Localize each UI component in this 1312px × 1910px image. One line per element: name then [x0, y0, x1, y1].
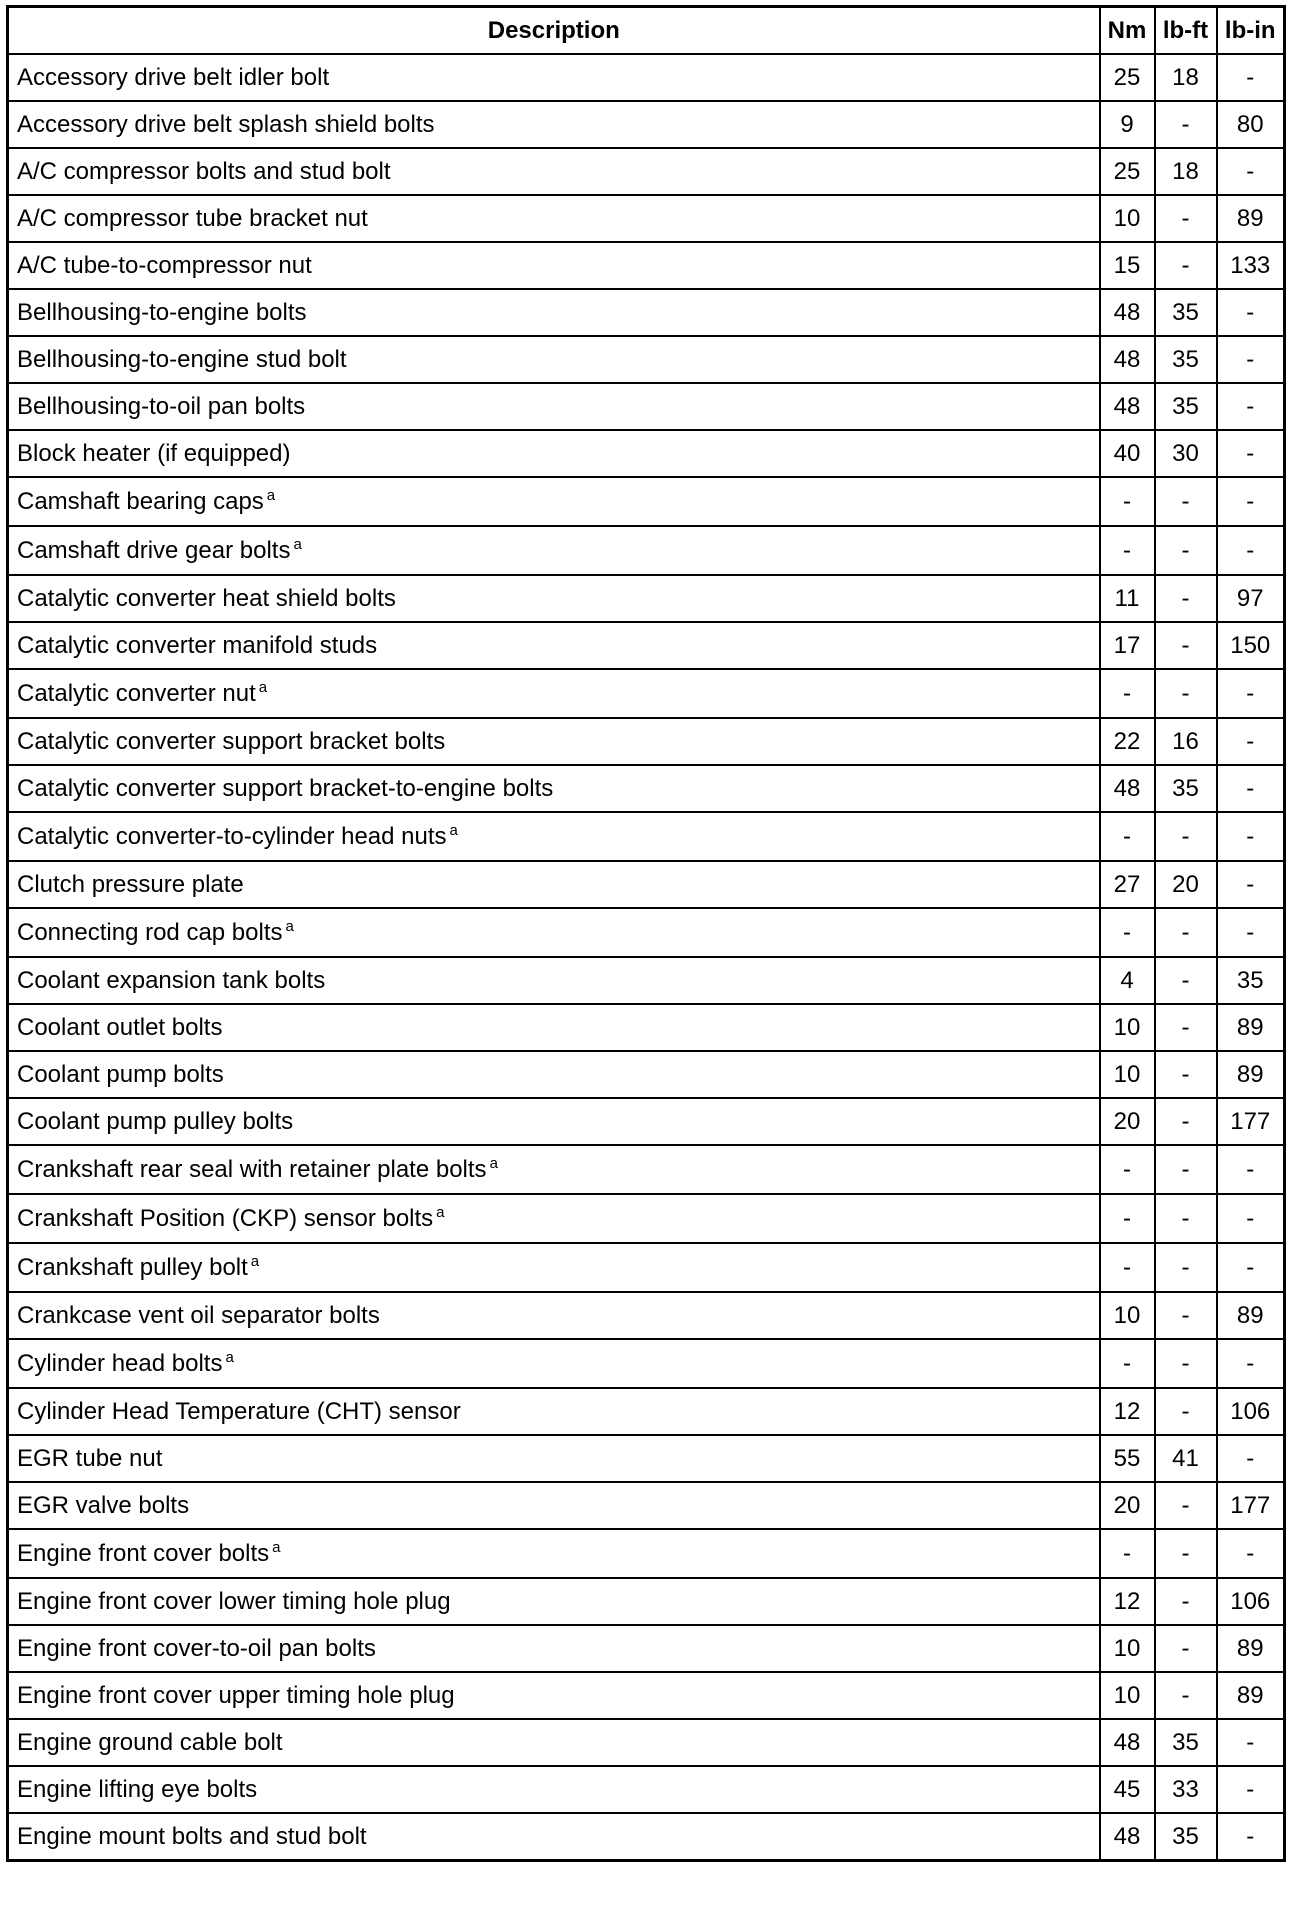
description-text: Bellhousing-to-oil pan bolts: [17, 392, 306, 420]
cell-lbin: 133: [1217, 242, 1285, 289]
table-row: [8, 1145, 1285, 1194]
table-row: [8, 861, 1285, 908]
cell-description: [8, 575, 1100, 622]
footnote-marker: a: [250, 1253, 260, 1270]
cell-lbin: -: [1217, 526, 1285, 575]
cell-nm: 9: [1100, 101, 1155, 148]
cell-nm: -: [1100, 812, 1155, 861]
table-row: [8, 430, 1285, 477]
cell-description: [8, 289, 1100, 336]
cell-lbin: 177: [1217, 1098, 1285, 1145]
cell-description: [8, 1672, 1100, 1719]
description-text: Camshaft drive gear bolts: [17, 537, 291, 564]
footnote-marker: a: [449, 822, 458, 839]
description-text: Engine mount bolts and stud bolt: [17, 1822, 367, 1850]
description-text: A/C compressor tube bracket nut: [17, 204, 368, 232]
cell-nm: 27: [1100, 861, 1155, 908]
description-text: Engine front cover bolts: [17, 1540, 270, 1567]
table-row: [8, 718, 1285, 765]
cell-description: [8, 1529, 1100, 1578]
table-row: [8, 101, 1285, 148]
description-text: Clutch pressure plate: [17, 870, 244, 898]
cell-nm: 10: [1100, 1625, 1155, 1672]
description-text: A/C tube-to-compressor nut: [17, 251, 312, 279]
footnote-marker: a: [293, 536, 302, 553]
cell-lbin: -: [1217, 1243, 1285, 1292]
cell-description: [8, 861, 1100, 908]
table-row: [8, 1339, 1285, 1388]
cell-description: [8, 430, 1100, 477]
cell-lbft: 16: [1155, 718, 1217, 765]
cell-description: [8, 54, 1100, 101]
cell-lbft: -: [1155, 1004, 1217, 1051]
cell-description: [8, 336, 1100, 383]
description-text: Crankshaft pulley bolt: [17, 1254, 248, 1281]
table-row: [8, 1625, 1285, 1672]
cell-nm: 48: [1100, 1813, 1155, 1861]
cell-description: [8, 669, 1100, 718]
cell-description: [8, 1482, 1100, 1529]
cell-nm: -: [1100, 477, 1155, 526]
cell-lbft: 35: [1155, 1813, 1217, 1861]
table-row: [8, 812, 1285, 861]
cell-lbin: 89: [1217, 1672, 1285, 1719]
cell-nm: 10: [1100, 1672, 1155, 1719]
table-row: [8, 1482, 1285, 1529]
table-row: [8, 1243, 1285, 1292]
cell-nm: 12: [1100, 1388, 1155, 1435]
table-header: [8, 7, 1285, 55]
description-text: Camshaft bearing caps: [17, 488, 264, 515]
cell-nm: -: [1100, 669, 1155, 718]
cell-lbin: -: [1217, 54, 1285, 101]
cell-lbin: -: [1217, 765, 1285, 812]
header-row: [8, 7, 1285, 55]
cell-nm: -: [1100, 1145, 1155, 1194]
table-row: [8, 148, 1285, 195]
cell-nm: -: [1100, 908, 1155, 957]
description-text: Catalytic converter support bracket bolts: [17, 727, 446, 755]
cell-lbin: 89: [1217, 1004, 1285, 1051]
table-row: [8, 1098, 1285, 1145]
description-text: Engine front cover lower timing hole plug: [17, 1587, 451, 1615]
table-row: [8, 1766, 1285, 1813]
cell-nm: -: [1100, 1194, 1155, 1243]
table-row: [8, 242, 1285, 289]
cell-lbft: -: [1155, 669, 1217, 718]
cell-lbin: 177: [1217, 1482, 1285, 1529]
cell-description: [8, 242, 1100, 289]
cell-lbin: -: [1217, 1145, 1285, 1194]
cell-lbin: -: [1217, 383, 1285, 430]
cell-lbin: -: [1217, 1529, 1285, 1578]
cell-lbft: -: [1155, 1482, 1217, 1529]
description-text: Coolant expansion tank bolts: [17, 966, 326, 994]
cell-lbft: 18: [1155, 54, 1217, 101]
cell-lbft: -: [1155, 1292, 1217, 1339]
table-row: [8, 1388, 1285, 1435]
cell-lbft: 33: [1155, 1766, 1217, 1813]
footnote-marker: a: [489, 1155, 498, 1172]
description-text: Block heater (if equipped): [17, 439, 291, 467]
cell-nm: 11: [1100, 575, 1155, 622]
description-text: Bellhousing-to-engine bolts: [17, 298, 307, 326]
table-row: [8, 1004, 1285, 1051]
table-row: [8, 1051, 1285, 1098]
cell-description: [8, 1719, 1100, 1766]
cell-lbin: 106: [1217, 1388, 1285, 1435]
cell-lbft: -: [1155, 908, 1217, 957]
table-row: [8, 383, 1285, 430]
cell-description: [8, 1578, 1100, 1625]
cell-description: [8, 526, 1100, 575]
description-text: Crankcase vent oil separator bolts: [17, 1301, 380, 1329]
cell-description: [8, 908, 1100, 957]
description-text: Engine ground cable bolt: [17, 1728, 283, 1756]
torque-specifications-table: [6, 5, 1286, 1862]
cell-lbft: -: [1155, 101, 1217, 148]
cell-lbin: -: [1217, 669, 1285, 718]
cell-description: [8, 1194, 1100, 1243]
cell-lbft: -: [1155, 1243, 1217, 1292]
cell-lbft: -: [1155, 622, 1217, 669]
table-row: [8, 1529, 1285, 1578]
cell-description: [8, 1243, 1100, 1292]
description-text: Catalytic converter nut: [17, 680, 256, 707]
description-text: Catalytic converter support bracket-to-engine bolts: [17, 774, 554, 802]
footnote-marker: a: [225, 1349, 234, 1366]
description-text: Engine front cover upper timing hole plug: [17, 1681, 455, 1709]
table-row: [8, 336, 1285, 383]
cell-lbin: -: [1217, 289, 1285, 336]
cell-lbft: -: [1155, 1529, 1217, 1578]
description-text: Coolant pump pulley bolts: [17, 1107, 294, 1135]
cell-description: [8, 101, 1100, 148]
description-text: Coolant pump bolts: [17, 1060, 224, 1088]
cell-nm: -: [1100, 1339, 1155, 1388]
cell-description: [8, 477, 1100, 526]
cell-lbin: 35: [1217, 957, 1285, 1004]
cell-lbft: 35: [1155, 765, 1217, 812]
cell-lbft: -: [1155, 242, 1217, 289]
cell-description: [8, 1292, 1100, 1339]
cell-lbft: 35: [1155, 336, 1217, 383]
cell-nm: 12: [1100, 1578, 1155, 1625]
cell-lbft: 35: [1155, 383, 1217, 430]
cell-description: [8, 148, 1100, 195]
cell-lbft: -: [1155, 1625, 1217, 1672]
cell-lbft: 35: [1155, 1719, 1217, 1766]
description-text: Catalytic converter heat shield bolts: [17, 584, 396, 612]
cell-nm: 10: [1100, 1292, 1155, 1339]
table-row: [8, 575, 1285, 622]
cell-nm: 20: [1100, 1482, 1155, 1529]
cell-description: [8, 765, 1100, 812]
table-row: [8, 1672, 1285, 1719]
cell-lbin: 89: [1217, 1292, 1285, 1339]
cell-description: [8, 1145, 1100, 1194]
cell-lbft: -: [1155, 195, 1217, 242]
description-text: Coolant outlet bolts: [17, 1013, 223, 1041]
cell-nm: 17: [1100, 622, 1155, 669]
cell-lbin: -: [1217, 861, 1285, 908]
cell-description: [8, 1435, 1100, 1482]
cell-lbft: -: [1155, 812, 1217, 861]
table-body: [8, 54, 1285, 1861]
table-row: [8, 1194, 1285, 1243]
description-text: Accessory drive belt splash shield bolts: [17, 110, 435, 138]
cell-lbft: -: [1155, 1051, 1217, 1098]
table-row: [8, 1719, 1285, 1766]
cell-nm: 48: [1100, 765, 1155, 812]
cell-lbin: 89: [1217, 1051, 1285, 1098]
cell-nm: 4: [1100, 957, 1155, 1004]
cell-lbin: 80: [1217, 101, 1285, 148]
cell-description: [8, 957, 1100, 1004]
table-row: [8, 195, 1285, 242]
cell-description: [8, 195, 1100, 242]
table-row: [8, 1292, 1285, 1339]
cell-lbft: -: [1155, 1098, 1217, 1145]
cell-lbin: -: [1217, 336, 1285, 383]
cell-nm: 45: [1100, 1766, 1155, 1813]
cell-lbft: 41: [1155, 1435, 1217, 1482]
cell-lbft: 35: [1155, 289, 1217, 336]
cell-nm: 20: [1100, 1098, 1155, 1145]
cell-lbin: 89: [1217, 1625, 1285, 1672]
table-row: [8, 477, 1285, 526]
cell-nm: 55: [1100, 1435, 1155, 1482]
header-lbft: lb-ft: [1155, 7, 1217, 55]
cell-lbin: -: [1217, 148, 1285, 195]
cell-nm: 25: [1100, 148, 1155, 195]
cell-description: [8, 1766, 1100, 1813]
table-row: [8, 1813, 1285, 1861]
description-text: Engine front cover-to-oil pan bolts: [17, 1634, 376, 1662]
cell-description: [8, 812, 1100, 861]
cell-nm: -: [1100, 1529, 1155, 1578]
cell-lbft: -: [1155, 575, 1217, 622]
cell-lbft: 20: [1155, 861, 1217, 908]
description-text: Connecting rod cap bolts: [17, 919, 283, 946]
table-row: [8, 1435, 1285, 1482]
description-text: Catalytic converter manifold studs: [17, 631, 378, 659]
cell-description: [8, 1339, 1100, 1388]
cell-lbin: 97: [1217, 575, 1285, 622]
cell-description: [8, 1098, 1100, 1145]
cell-nm: 10: [1100, 195, 1155, 242]
cell-lbin: -: [1217, 718, 1285, 765]
cell-lbin: -: [1217, 1194, 1285, 1243]
cell-description: [8, 1388, 1100, 1435]
footnote-marker: a: [266, 487, 276, 504]
description-text: Engine lifting eye bolts: [17, 1775, 258, 1803]
cell-nm: 48: [1100, 289, 1155, 336]
header-description: Description: [8, 7, 1100, 55]
cell-lbft: -: [1155, 1672, 1217, 1719]
cell-lbin: -: [1217, 1339, 1285, 1388]
table-row: [8, 54, 1285, 101]
cell-lbin: 150: [1217, 622, 1285, 669]
footnote-marker: a: [436, 1204, 445, 1221]
description-text: Bellhousing-to-engine stud bolt: [17, 345, 347, 373]
table-row: [8, 526, 1285, 575]
cell-lbin: -: [1217, 1719, 1285, 1766]
cell-lbin: -: [1217, 1435, 1285, 1482]
cell-lbft: 18: [1155, 148, 1217, 195]
cell-description: [8, 718, 1100, 765]
description-text: Crankshaft Position (CKP) sensor bolts: [17, 1205, 434, 1232]
cell-lbft: -: [1155, 1578, 1217, 1625]
table-row: [8, 669, 1285, 718]
description-text: Catalytic converter-to-cylinder head nuts: [17, 823, 447, 850]
cell-nm: 10: [1100, 1004, 1155, 1051]
header-lbin: lb-in: [1217, 7, 1285, 55]
cell-description: [8, 1625, 1100, 1672]
cell-nm: 48: [1100, 383, 1155, 430]
cell-nm: 22: [1100, 718, 1155, 765]
cell-nm: 10: [1100, 1051, 1155, 1098]
cell-lbft: -: [1155, 1339, 1217, 1388]
table-row: [8, 908, 1285, 957]
description-text: Cylinder Head Temperature (CHT) sensor: [17, 1397, 461, 1425]
cell-lbin: -: [1217, 477, 1285, 526]
cell-lbft: 30: [1155, 430, 1217, 477]
cell-lbin: 106: [1217, 1578, 1285, 1625]
cell-lbft: -: [1155, 526, 1217, 575]
cell-lbin: -: [1217, 1813, 1285, 1861]
cell-description: [8, 383, 1100, 430]
cell-nm: 15: [1100, 242, 1155, 289]
cell-lbft: -: [1155, 1145, 1217, 1194]
footnote-marker: a: [285, 918, 294, 935]
cell-lbin: -: [1217, 908, 1285, 957]
cell-lbin: -: [1217, 1766, 1285, 1813]
description-text: EGR tube nut: [17, 1444, 163, 1472]
cell-lbft: -: [1155, 1388, 1217, 1435]
cell-description: [8, 1004, 1100, 1051]
footnote-marker: a: [258, 679, 268, 696]
table-row: [8, 765, 1285, 812]
cell-nm: 40: [1100, 430, 1155, 477]
cell-nm: 25: [1100, 54, 1155, 101]
cell-lbft: -: [1155, 477, 1217, 526]
description-text: Cylinder head bolts: [17, 1350, 223, 1377]
cell-description: [8, 622, 1100, 669]
cell-nm: 48: [1100, 1719, 1155, 1766]
cell-lbft: -: [1155, 1194, 1217, 1243]
description-text: Crankshaft rear seal with retainer plate bolts: [17, 1156, 487, 1183]
table-row: [8, 1578, 1285, 1625]
description-text: Accessory drive belt idler bolt: [17, 63, 330, 91]
cell-description: [8, 1813, 1100, 1861]
header-nm: Nm: [1100, 7, 1155, 55]
cell-lbin: -: [1217, 812, 1285, 861]
cell-lbin: 89: [1217, 195, 1285, 242]
table-row: [8, 957, 1285, 1004]
cell-nm: 48: [1100, 336, 1155, 383]
table-row: [8, 622, 1285, 669]
table-row: [8, 289, 1285, 336]
cell-nm: -: [1100, 526, 1155, 575]
cell-lbin: -: [1217, 430, 1285, 477]
cell-description: [8, 1051, 1100, 1098]
description-text: A/C compressor bolts and stud bolt: [17, 157, 391, 185]
cell-lbft: -: [1155, 957, 1217, 1004]
description-text: EGR valve bolts: [17, 1491, 190, 1519]
footnote-marker: a: [272, 1539, 281, 1556]
cell-nm: -: [1100, 1243, 1155, 1292]
